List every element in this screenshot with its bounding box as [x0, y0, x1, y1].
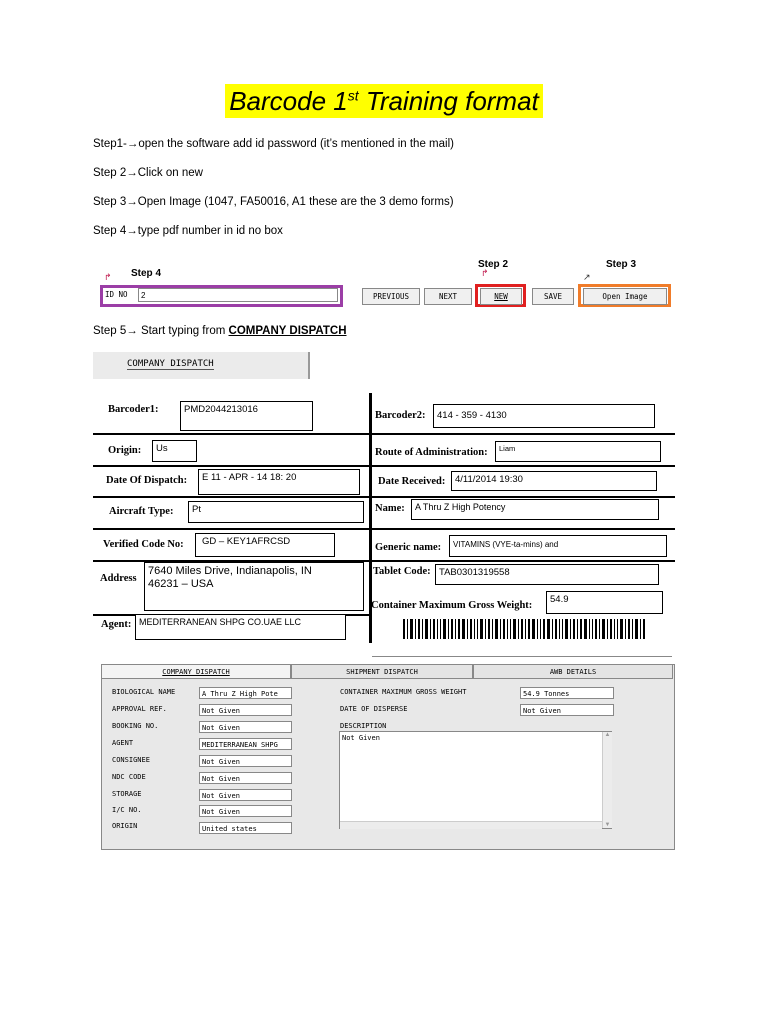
- description-value: Not Given: [342, 734, 380, 742]
- form-rule: [93, 496, 675, 498]
- barcode-image: [403, 619, 646, 641]
- step4-label: Step 4: [131, 268, 162, 279]
- agent-label: AGENT: [112, 739, 134, 747]
- barcoder1-label: Barcoder1:: [108, 404, 159, 415]
- name-field[interactable]: A Thru Z High Potency: [411, 499, 659, 520]
- description-scrollbar[interactable]: [602, 732, 612, 828]
- arrow-icon: ↗: [583, 272, 591, 282]
- address-field[interactable]: [144, 562, 364, 611]
- received-field[interactable]: 4/11/2014 19:30: [451, 471, 657, 491]
- step-4-text: Step 4→type pdf number in id no box: [93, 225, 283, 237]
- barcoder1-field[interactable]: PMD2044213016: [180, 401, 313, 431]
- title-rest: Training format: [358, 86, 539, 116]
- origin-label: Origin:: [108, 445, 142, 456]
- open-image-button[interactable]: Open Image: [583, 288, 667, 305]
- tab-shipment-dispatch[interactable]: SHIPMENT DISPATCH: [291, 664, 473, 678]
- step3-label: Step 3: [606, 259, 637, 270]
- step2-label: Step 2: [478, 259, 509, 270]
- description-textarea[interactable]: [339, 731, 612, 829]
- ndc-code-field[interactable]: Not Given: [199, 772, 292, 784]
- approval-ref-field[interactable]: Not Given: [199, 704, 292, 716]
- address-line-1: 7640 Miles Drive, Indianapolis, IN: [148, 565, 312, 577]
- disperse-date-field[interactable]: Not Given: [520, 704, 614, 716]
- aircraft-field[interactable]: Pt: [188, 501, 364, 523]
- arrow-icon: ↱: [481, 268, 489, 278]
- tab-awb-details[interactable]: AWB DETAILS: [473, 664, 673, 678]
- container-field[interactable]: 54.9: [546, 591, 663, 614]
- tab-company-dispatch[interactable]: COMPANY DISPATCH: [101, 664, 291, 678]
- previous-button[interactable]: PREVIOUS: [362, 288, 420, 305]
- ndc-code-label: NDC CODE: [112, 773, 146, 781]
- step-5-emphasis: COMPANY DISPATCH: [228, 325, 347, 337]
- dispatch-date-label: Date Of Dispatch:: [106, 475, 188, 486]
- generic-label: Generic name:: [375, 542, 442, 553]
- new-button[interactable]: NEW: [480, 288, 522, 305]
- received-label: Date Received:: [378, 476, 446, 487]
- tablet-label: Tablet Code:: [373, 566, 431, 577]
- route-label: Route of Administration:: [375, 447, 488, 458]
- title-main: Barcode 1: [229, 86, 348, 116]
- step-5-prefix: Step 5→ Start typing from: [93, 325, 229, 337]
- next-button[interactable]: NEXT: [424, 288, 472, 305]
- biological-name-label: BIOLOGICAL NAME: [112, 688, 176, 696]
- verified-label: Verified Code No:: [103, 539, 184, 550]
- origin-field[interactable]: United states: [199, 822, 292, 834]
- arrow-icon: ↱: [104, 272, 112, 282]
- consignee-label: CONSIGNEE: [112, 756, 150, 764]
- address-label: Address: [100, 573, 137, 584]
- storage-field[interactable]: Not Given: [199, 789, 292, 801]
- aircraft-label: Aircraft Type:: [109, 506, 174, 517]
- agent-field[interactable]: MEDITERRANEAN SHPG CO.UAE LLC: [135, 614, 346, 640]
- booking-no-field[interactable]: Not Given: [199, 721, 292, 733]
- description-hscrollbar[interactable]: [340, 821, 602, 829]
- booking-no-label: BOOKING NO.: [112, 722, 159, 730]
- step-5-text: [93, 325, 347, 337]
- origin-field[interactable]: Us: [152, 440, 197, 462]
- container-weight-label: CONTAINER MAXIMUM GROSS WEIGHT: [340, 688, 467, 696]
- dispatch-date-field[interactable]: E 11 - APR - 14 18: 20: [198, 469, 360, 495]
- route-field[interactable]: Liam: [495, 441, 661, 462]
- address-line-2: 46231 – USA: [148, 578, 214, 590]
- agent-label: Agent:: [101, 619, 132, 630]
- agent-field[interactable]: MEDITERRANEAN SHPG: [199, 738, 292, 750]
- consignee-field[interactable]: Not Given: [199, 755, 292, 767]
- verified-field[interactable]: GD – KEY1AFRCSD: [195, 533, 335, 557]
- id-no-input[interactable]: 2: [138, 288, 338, 302]
- step-3-text: Step 3→Open Image (1047, FA50016, A1 these are the 3 demo forms): [93, 196, 454, 208]
- title-sup: st: [347, 87, 359, 104]
- biological-name-field[interactable]: A Thru Z High Pote: [199, 687, 292, 699]
- id-no-label: ID NO: [105, 290, 128, 299]
- tab-rule: [101, 678, 673, 679]
- tablet-field[interactable]: TAB0301319558: [435, 564, 659, 585]
- form-rule: [93, 528, 675, 530]
- form-rule: [93, 465, 675, 467]
- dispatch-header[interactable]: COMPANY DISPATCH: [127, 359, 214, 369]
- step-2-text: Step 2→Click on new: [93, 167, 203, 179]
- scroll-up-icon[interactable]: ▲: [604, 732, 611, 738]
- generic-field[interactable]: VITAMINS (VYE-ta-mins) and: [449, 535, 667, 557]
- page-title: [0, 86, 768, 117]
- origin-label: ORIGIN: [112, 822, 138, 830]
- form-bottom-edge: [372, 656, 672, 657]
- barcoder2-field[interactable]: 414 - 359 - 4130: [433, 404, 655, 428]
- approval-ref-label: APPROVAL REF.: [112, 705, 167, 713]
- disperse-date-label: DATE OF DISPERSE: [340, 705, 408, 713]
- ic-no-field[interactable]: Not Given: [199, 805, 292, 817]
- ic-no-label: I/C NO.: [112, 806, 142, 814]
- scroll-down-icon[interactable]: ▼: [604, 822, 611, 828]
- name-label: Name:: [375, 503, 405, 514]
- save-button[interactable]: SAVE: [532, 288, 574, 305]
- barcoder2-label: Barcoder2:: [375, 410, 426, 421]
- container-weight-field[interactable]: 54.9 Tonnes: [520, 687, 614, 699]
- description-label: DESCRIPTION: [340, 722, 387, 730]
- step-1-text: Step1-→open the software add id password (it’s mentioned in the mail): [93, 138, 454, 150]
- storage-label: STORAGE: [112, 790, 142, 798]
- container-label: Container Maximum Gross Weight:: [371, 600, 533, 611]
- form-rule: [93, 433, 675, 435]
